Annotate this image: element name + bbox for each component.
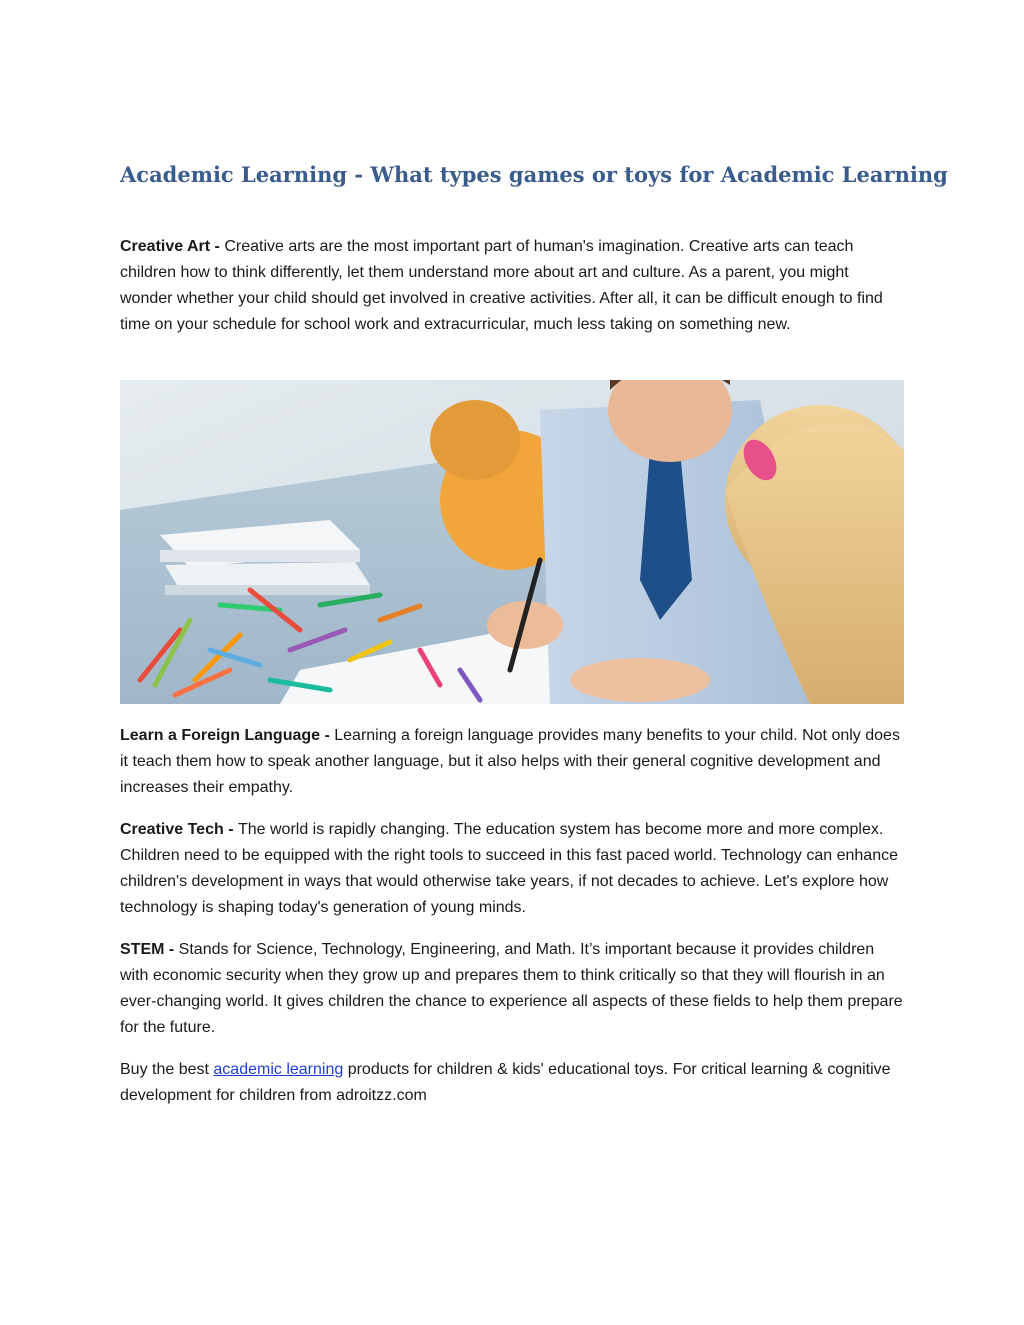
section-body: Stands for Science, Technology, Engineering, and Math. It’s important because it provides children with economic security when they grow up and prepares them to think critically so that they will flourish in an ever-changing world. It gives children the chance to experience all aspects of these fields to help them prepare for the future.	[120, 941, 903, 1036]
closing-suffix: products for children & kids' educational toys. For critical learning & cognitive development for children from adroitzz.com	[120, 1061, 891, 1104]
classroom-illustration	[120, 380, 904, 704]
classroom-photo	[120, 380, 904, 704]
closing-paragraph	[120, 1057, 904, 1109]
section-creative-tech	[120, 817, 904, 921]
section-creative-art	[120, 234, 904, 338]
page-title: Academic Learning - What types games or toys for Academic Learning	[120, 162, 948, 187]
section-heading: Learn a Foreign Language -	[120, 727, 335, 744]
closing-prefix: Buy the best	[120, 1061, 214, 1078]
section-heading: Creative Tech -	[120, 821, 238, 838]
section-body: Learning a foreign language provides many benefits to your child. Not only does it teach them how to speak another language, but it also helps with their general cognitive development and increases their empathy.	[120, 727, 900, 796]
section-heading: Creative Art -	[120, 238, 225, 255]
section-foreign-language	[120, 723, 904, 801]
section-heading: STEM -	[120, 941, 179, 958]
academic-learning-link[interactable]: academic learning	[213, 1061, 344, 1078]
section-body: Creative arts are the most important part of human's imagination. Creative arts can teach children how to think differently, let them understand more about art and culture. As a parent, you might wonder whether your child should get involved in creative activities. After all, it can be difficult enough to find time on your schedule for school work and extracurricular, much less taking on something new.	[120, 238, 883, 333]
section-stem	[120, 937, 904, 1041]
section-body: The world is rapidly changing. The education system has become more and more complex. Children need to be equipped with the right tools to succeed in this fast paced world. Technology can enhance children's development in ways that would otherwise take years, if not decades to achieve. Let's explore how technology is shaping today's generation of young minds.	[120, 821, 898, 916]
